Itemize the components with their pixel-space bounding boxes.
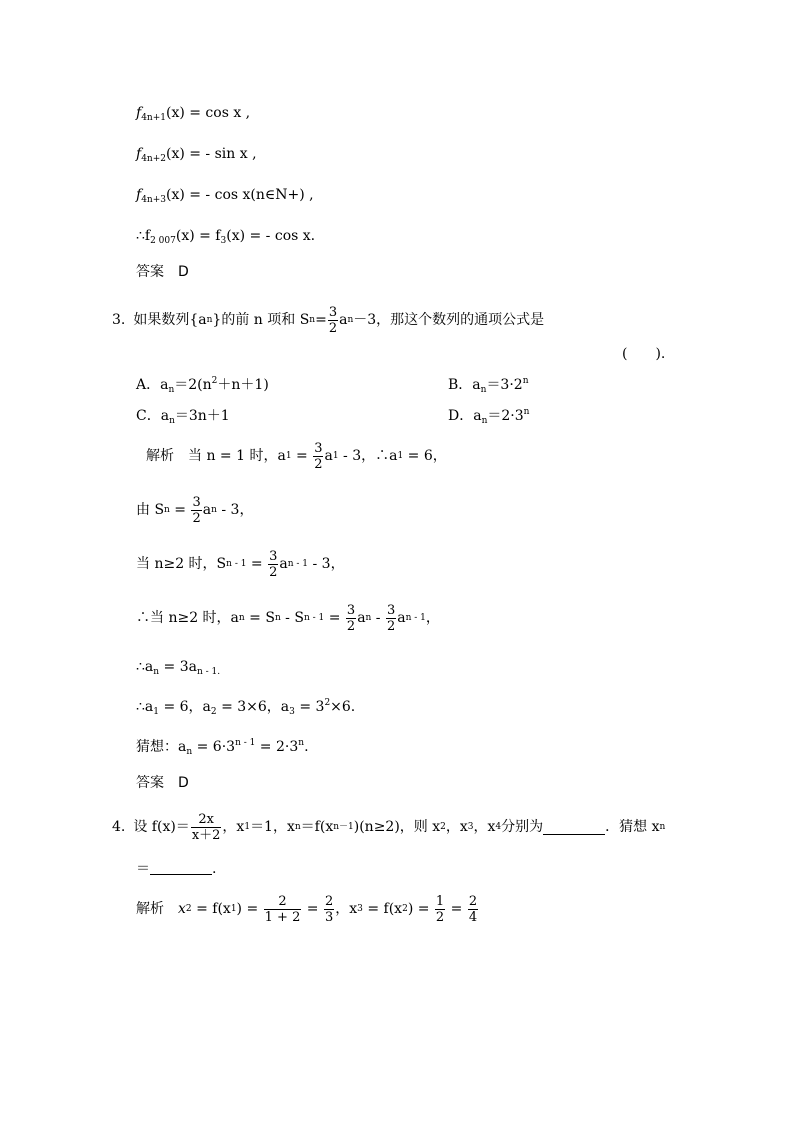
subscript: n - 1. [196, 667, 221, 677]
fraction [191, 495, 201, 526]
answer-blank[interactable] [150, 860, 212, 875]
fraction [191, 812, 222, 843]
question-text: 如果数列{a [133, 312, 207, 328]
question-text: = [315, 312, 327, 328]
f4n1-line [136, 105, 251, 123]
solution-3-line-5 [136, 659, 221, 677]
answer-paren: ( ). [622, 346, 666, 362]
formula-text: = [446, 901, 467, 917]
fraction [324, 894, 334, 925]
solution-3-line-6 [136, 698, 356, 717]
formula-text: ×6. [330, 699, 356, 715]
numerator: 3 [314, 440, 323, 456]
option-text: ＝2·3 [487, 408, 524, 424]
formula-text: = [302, 901, 323, 917]
subscript: n [168, 385, 175, 395]
solution-3-line-1: 解析 当 n = 1 时，a 1 = $\frac{3}{2}$ a 1 - 3，∴a 1 = 6， [146, 440, 447, 472]
option-text: ＝2(n [174, 377, 212, 393]
subscript: 3 [289, 707, 295, 717]
denominator: 2 [386, 618, 396, 634]
denominator: 2 [328, 320, 338, 336]
numerator: 3 [328, 304, 338, 320]
formula-text: = S [244, 610, 275, 626]
formula-text: ，x [335, 901, 358, 917]
question-text: )(n≥2)，则 x [353, 819, 441, 835]
numerator: 3 [269, 548, 278, 564]
superscript: n [522, 376, 529, 386]
subscript: 2 007 [150, 236, 176, 246]
formula-text: = 6，a [159, 699, 211, 715]
option-text: ＝3n＋1 [174, 408, 230, 424]
option-text: B．a [448, 377, 481, 393]
answer-1: 答案 D [136, 264, 189, 280]
subscript: n [153, 667, 160, 677]
formula-text: = [291, 448, 313, 464]
solution-4: 解析 x 2 = f(x 1 ) = $\frac{2}{1 + 2}$ = $\frac{2}{3}$ ，x 3 = f(x 2 ) = $\frac{1}{2}$ = $\frac{2}{4}$ [136, 893, 478, 925]
fraction [468, 894, 478, 925]
superscript: n - 1 [235, 738, 256, 748]
fraction [346, 603, 356, 634]
denominator: 2 [435, 909, 445, 925]
formula-text: = [324, 610, 345, 626]
formula-text: - 3，∴a [338, 448, 398, 464]
fraction [435, 894, 445, 925]
formula-text: 当 n≥2 时，S [136, 556, 227, 572]
formula-text: ， [425, 610, 440, 626]
formula-text: . [304, 739, 309, 755]
subscript: 4n+1 [141, 113, 166, 123]
subscript: n [480, 385, 487, 395]
fraction [328, 305, 338, 336]
denominator: x＋2 [191, 827, 221, 843]
question-text: ．猜想 x [605, 819, 660, 835]
question-text: －3，那这个数列的通项公式是 [353, 312, 545, 328]
question-text: ，x [222, 819, 245, 835]
superscript: 2 [211, 376, 218, 386]
formula-text: = [169, 502, 191, 518]
fn-symbol: f [136, 146, 142, 162]
superscript: n [523, 407, 530, 417]
formula-text: ∴a [136, 699, 154, 715]
formula-text: ∴a [136, 659, 154, 675]
numerator: 2x [191, 812, 222, 828]
formula-text: a [202, 502, 212, 518]
formula-text: x [178, 901, 186, 917]
fn-symbol: f [136, 105, 142, 121]
formula-text: (x) = f [175, 228, 221, 244]
fn-symbol: f [136, 187, 142, 203]
formula-text: (x) = - cos x(n∈N+) , [165, 187, 314, 203]
solution-label: 解析 [136, 901, 164, 917]
question-text: ＝f(x [300, 819, 334, 835]
subscript: 4n+3 [141, 195, 166, 205]
denominator: 2 [314, 456, 323, 472]
question-text: ，x [473, 819, 496, 835]
formula-text: ) = [407, 901, 434, 917]
question-text: . [212, 861, 217, 877]
formula-text: a [279, 556, 288, 572]
subscript: n [169, 416, 175, 426]
question-text: 分别为 [501, 819, 544, 835]
formula-text: ∴f [136, 228, 151, 244]
question-text: 设 f(x)＝ [133, 819, 190, 835]
subscript: 3 [220, 236, 227, 246]
f2007-line [136, 228, 316, 246]
formula-text: ) = [236, 901, 263, 917]
option-text: A．a [136, 377, 169, 393]
denominator: 4 [468, 909, 478, 925]
formula-text: (x) = cos x , [165, 105, 251, 121]
subscript: 1 [153, 707, 159, 717]
option-b [448, 376, 529, 395]
formula-text: = 6·3 [192, 739, 236, 755]
f4n2-line [136, 146, 257, 164]
formula-text: (x) = - sin x , [165, 146, 257, 162]
denominator: 3 [324, 909, 334, 925]
formula-text: a [357, 610, 366, 626]
formula-text: a [324, 448, 333, 464]
formula-text: - 3， [308, 556, 345, 572]
numerator: 2 [468, 893, 478, 909]
option-d [448, 407, 530, 426]
subscript: n [186, 747, 193, 757]
question-text: ，x [445, 819, 468, 835]
formula-text: ∴当 n≥2 时，a [136, 610, 239, 626]
fraction [268, 549, 278, 580]
numerator: 1 [435, 893, 445, 909]
formula-text: = 3a [159, 659, 197, 675]
option-text: ＋n＋1) [217, 377, 269, 393]
formula-text: (x) = - cos x. [226, 228, 316, 244]
numerator: 3 [192, 494, 201, 510]
option-text: D．a [448, 408, 482, 424]
solution-3-line-7 [136, 738, 309, 757]
f4n3-line [136, 187, 314, 205]
option-c [136, 408, 230, 426]
numerator: 2 [264, 894, 302, 910]
subscript: n [481, 416, 488, 426]
formula-text: 当 n = 1 时，a [188, 448, 286, 464]
denominator: 2 [346, 618, 356, 634]
formula-text: = [246, 556, 268, 572]
question-4: 4. 设 f(x)＝ $\frac{2x}{x+2}$ ，x 1 ＝1，x n ＝f(x n－1 )(n≥2)，则 x 2 ，x 3 ，x 4 分别为 ．猜想 x n [112, 811, 666, 843]
numerator: 3 [386, 602, 396, 618]
fraction [264, 894, 302, 925]
denominator: 2 [192, 510, 201, 526]
formula-text: - 3， [216, 502, 254, 518]
question-text: a [339, 312, 348, 328]
option-text: ＝3·2 [486, 377, 523, 393]
option-text: C．a [136, 408, 170, 424]
solution-3-line-4: ∴当 n≥2 时，a n = S n - S n - 1 = $\frac{3}{2}$ a n - $\frac{3}{2}$ a n - 1 ， [136, 602, 440, 634]
fraction [386, 603, 396, 634]
subscript: 4n+2 [141, 154, 166, 164]
fraction [313, 441, 323, 472]
formula-text: = 3 [294, 699, 325, 715]
question-text: ＝1，x [250, 819, 295, 835]
answer-3: 答案 D [136, 775, 189, 791]
question-text: }的前 n 项和 S [212, 312, 310, 328]
option-a [136, 376, 269, 395]
formula-text: = 3×6，a [216, 699, 290, 715]
numerator: 2 [324, 893, 334, 909]
question-number: 4. [112, 819, 126, 835]
question-number: 3. [112, 312, 126, 328]
superscript: 2 [324, 698, 331, 708]
solution-3-line-3: 当 n≥2 时，S n - 1 = $\frac{3}{2}$ a n - 1 - 3， [136, 548, 345, 580]
formula-text: = 6， [403, 448, 447, 464]
formula-text: = f(x [191, 901, 231, 917]
formula-text: - [371, 610, 385, 626]
denominator: 2 [269, 564, 278, 580]
formula-text: - S [280, 610, 304, 626]
superscript: n [298, 738, 305, 748]
solution-label: 解析 [146, 448, 174, 464]
subscript: 2 [210, 707, 217, 717]
question-3: 3. 如果数列{a n }的前 n 项和 S n = $\frac{3}{2}$ a n －3，那这个数列的通项公式是 [112, 304, 545, 336]
formula-text: = 2·3 [255, 739, 299, 755]
formula-text: a [397, 610, 406, 626]
denominator: 1 + 2 [264, 909, 301, 925]
numerator: 3 [346, 602, 356, 618]
formula-text: = f(x [362, 901, 403, 917]
answer-blank[interactable] [543, 820, 605, 835]
formula-text: 由 S [136, 502, 165, 518]
formula-text: 猜想：a [136, 739, 187, 755]
question-text: ＝ [136, 861, 150, 877]
question-4-line-2 [136, 860, 216, 876]
solution-3-line-2: 由 S n = $\frac{3}{2}$ a n - 3， [136, 494, 254, 526]
